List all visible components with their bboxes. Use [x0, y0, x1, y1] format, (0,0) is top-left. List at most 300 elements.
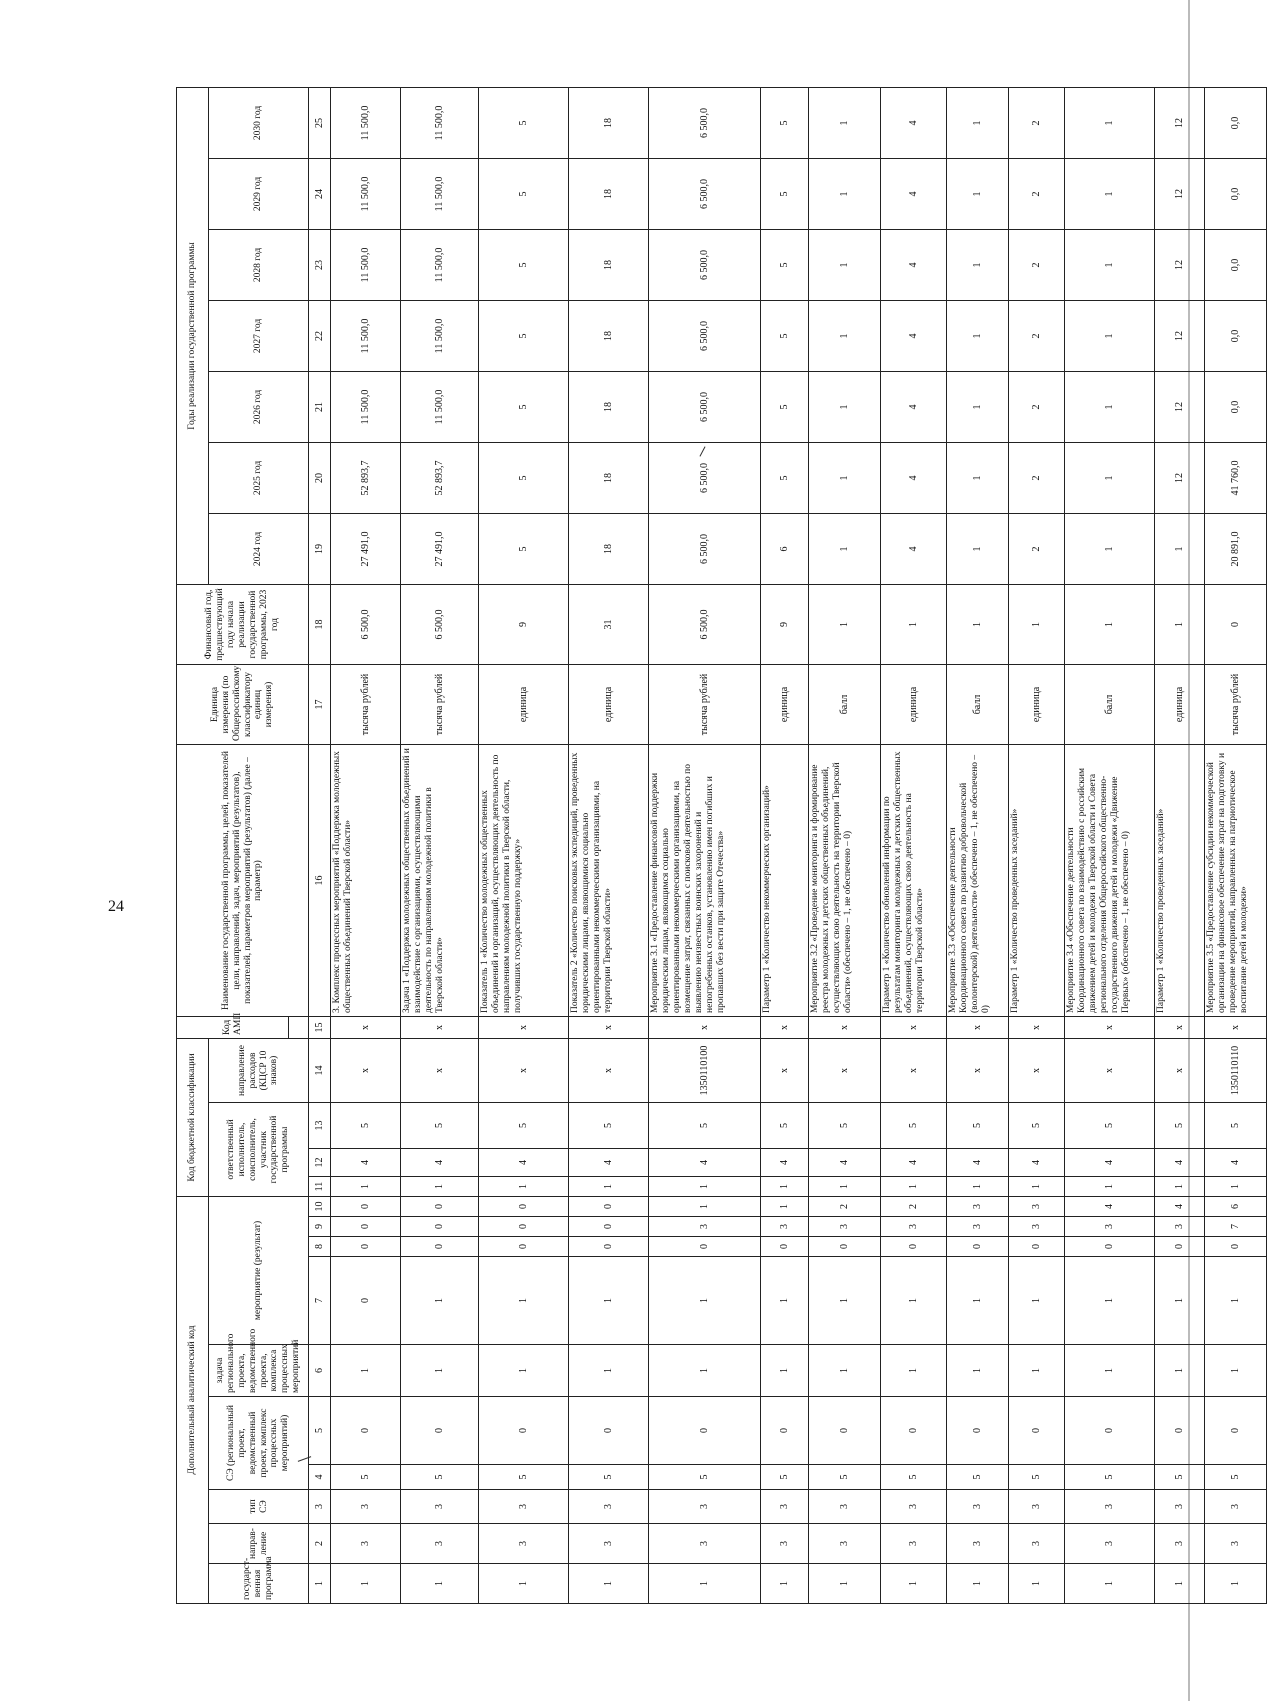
year-value-cell: 5: [479, 513, 569, 584]
year-value-cell: 1: [809, 87, 881, 158]
code-cell: 5: [947, 1103, 1009, 1149]
year-header-2028: 2028 год: [209, 229, 309, 300]
column-number: 17: [309, 664, 331, 744]
code-cell: 1: [881, 1564, 947, 1604]
code-cell: 1: [761, 1564, 809, 1604]
code-cell: 4: [881, 1149, 947, 1177]
code-cell: 4: [761, 1149, 809, 1177]
year-value-cell: 18: [569, 158, 649, 229]
code-cell: 0: [649, 1237, 761, 1257]
unit-cell: тысяча рублей: [331, 664, 401, 744]
unit-cell: тысяча рублей: [649, 664, 761, 744]
column-number: 4: [309, 1465, 331, 1490]
code-cell: 0: [479, 1397, 569, 1465]
kod-amp-subheader: [289, 1016, 309, 1038]
code-cell: 2: [809, 1197, 881, 1217]
code-cell: 1: [761, 1197, 809, 1217]
code-cell: x: [761, 1016, 809, 1038]
code-cell: 0: [761, 1397, 809, 1465]
row-name-cell: Задача 1 «Поддержка молодежных общественных объединений и взаимодействие с организациями, осуществляющими деятельность по направлениям молодежной политики в Тверской области»: [401, 744, 479, 1016]
code-cell: 6: [1205, 1197, 1267, 1217]
code-cell: 3: [569, 1524, 649, 1564]
code-cell: 1: [761, 1177, 809, 1197]
year-value-cell: 6 500,0: [649, 442, 761, 513]
code-cell: 0: [1205, 1237, 1267, 1257]
code-cell: 3: [947, 1197, 1009, 1217]
code-cell: 0: [401, 1397, 479, 1465]
code-cell: 3: [569, 1490, 649, 1524]
year-value-cell: 27 491,0: [331, 513, 401, 584]
code-cell: 0: [479, 1197, 569, 1217]
code-cell: 3: [649, 1217, 761, 1237]
code-cell: 4: [947, 1149, 1009, 1177]
code-cell: x: [1205, 1016, 1267, 1038]
year-value-cell: 1: [947, 158, 1009, 229]
fin-year-cell: 9: [479, 584, 569, 664]
code-cell: 1: [569, 1257, 649, 1345]
code-cell: 1350110110: [1205, 1038, 1267, 1102]
code-cell: 0: [401, 1237, 479, 1257]
column-number: 14: [309, 1038, 331, 1102]
code-cell: 1: [1009, 1257, 1065, 1345]
code-cell: x: [1009, 1038, 1065, 1102]
year-header-2024: 2024 год: [209, 513, 309, 584]
task-header: задача регионального проекта, ведомственного проекта, комплекса процессных мероприятий: [209, 1345, 309, 1397]
code-cell: 1: [479, 1345, 569, 1397]
fin-year-cell: 1: [809, 584, 881, 664]
code-cell: 0: [401, 1217, 479, 1237]
code-cell: 3: [1065, 1490, 1155, 1524]
code-cell: 3: [1205, 1490, 1267, 1524]
year-value-cell: 6 500,0: [649, 513, 761, 584]
year-value-cell: 1: [947, 442, 1009, 513]
code-cell: 1: [1065, 1177, 1155, 1197]
row-name-cell: Мероприятие 3.3 «Обеспечение деятельности Координационного совета по развитию добровольческой (волонтерской) деятельности» (обеспечено – 1, не обеспечено – 0): [947, 744, 1009, 1016]
code-cell: 0: [401, 1197, 479, 1217]
unit-cell: балл: [947, 664, 1009, 744]
code-cell: 3: [947, 1490, 1009, 1524]
code-cell: 3: [881, 1524, 947, 1564]
code-cell: 1: [331, 1564, 401, 1604]
year-value-cell: 2: [1009, 513, 1065, 584]
code-cell: 1: [1205, 1564, 1267, 1604]
code-cell: 5: [761, 1103, 809, 1149]
code-cell: 1: [1009, 1177, 1065, 1197]
code-cell: 1: [649, 1197, 761, 1217]
code-cell: 1: [761, 1257, 809, 1345]
year-value-cell: 52 893,7: [331, 442, 401, 513]
code-cell: 4: [1155, 1197, 1205, 1217]
code-cell: 5: [331, 1465, 401, 1490]
code-cell: 5: [761, 1465, 809, 1490]
fin-year-cell: 1: [1009, 584, 1065, 664]
year-value-cell: 1: [1065, 87, 1155, 158]
code-cell: 3: [401, 1524, 479, 1564]
code-cell: 5: [479, 1103, 569, 1149]
year-value-cell: 18: [569, 300, 649, 371]
column-number: 3: [309, 1490, 331, 1524]
column-number: 21: [309, 371, 331, 442]
unit-cell: единица: [569, 664, 649, 744]
year-value-cell: 5: [479, 300, 569, 371]
code-cell: 1: [947, 1257, 1009, 1345]
column-number: 13: [309, 1103, 331, 1149]
code-cell: x: [1009, 1016, 1065, 1038]
year-value-cell: 18: [569, 371, 649, 442]
code-cell: 1: [809, 1564, 881, 1604]
fin-year-cell: 1: [1155, 584, 1205, 664]
code-cell: 1: [1065, 1564, 1155, 1604]
code-cell: 3: [947, 1217, 1009, 1237]
code-cell: 3: [1065, 1217, 1155, 1237]
resp-header: ответственный исполнитель, соисполнитель, участник государственной программы: [209, 1103, 309, 1197]
column-number: 19: [309, 513, 331, 584]
code-cell: 3: [809, 1490, 881, 1524]
year-value-cell: 11 500,0: [401, 300, 479, 371]
code-cell: 3: [479, 1524, 569, 1564]
year-value-cell: 4: [881, 513, 947, 584]
code-cell: x: [947, 1038, 1009, 1102]
fin-year-cell: 6 500,0: [649, 584, 761, 664]
column-number: 22: [309, 300, 331, 371]
code-cell: 5: [809, 1465, 881, 1490]
code-cell: 3: [649, 1490, 761, 1524]
row-name-cell: Параметр 1 «Количество некоммерческих организаций»: [761, 744, 809, 1016]
code-cell: 1: [649, 1564, 761, 1604]
table-row: [1205, 87, 1267, 1603]
year-value-cell: 6 500,0: [649, 229, 761, 300]
code-cell: 1: [649, 1257, 761, 1345]
code-cell: x: [809, 1016, 881, 1038]
code-cell: 0: [1009, 1397, 1065, 1465]
code-cell: 1: [761, 1345, 809, 1397]
analytic-code-header: Дополнительный аналитический код: [177, 1197, 209, 1604]
code-cell: 1: [1155, 1564, 1205, 1604]
code-cell: 3: [1009, 1490, 1065, 1524]
year-value-cell: 12: [1155, 300, 1205, 371]
year-value-cell: 2: [1009, 87, 1065, 158]
code-cell: 5: [809, 1103, 881, 1149]
year-value-cell: 11 500,0: [401, 158, 479, 229]
year-value-cell: 18: [569, 442, 649, 513]
year-value-cell: 2: [1009, 158, 1065, 229]
year-value-cell: 2: [1009, 371, 1065, 442]
code-cell: x: [331, 1016, 401, 1038]
column-number: 23: [309, 229, 331, 300]
year-value-cell: 5: [761, 158, 809, 229]
year-value-cell: 41 760,0: [1205, 442, 1267, 513]
year-value-cell: 20 891,0: [1205, 513, 1267, 584]
column-number: 1: [309, 1564, 331, 1604]
code-cell: 4: [1065, 1149, 1155, 1177]
code-cell: 1: [809, 1177, 881, 1197]
code-cell: 1350110100: [649, 1038, 761, 1102]
year-value-cell: 12: [1155, 442, 1205, 513]
column-number-row: [309, 87, 331, 1603]
fin-year-column-header: Финансовый год, предшествующий году начала реализации государственной программы, 2023 год: [177, 584, 309, 664]
year-value-cell: 4: [881, 300, 947, 371]
fin-year-cell: 9: [761, 584, 809, 664]
se-header: СЭ (региональный проект, ведомственный проект, комплекс процессных мероприятий): [209, 1397, 309, 1490]
year-value-cell: 5: [761, 300, 809, 371]
year-header-2027: 2027 год: [209, 300, 309, 371]
year-value-cell: 1: [947, 513, 1009, 584]
row-name-cell: Мероприятие 3.2 «Проведение мониторинга и формирование реестра молодежных и детских общественных объединений, осуществляющих свою деятельность на территории Тверской области» (обеспечено – 1, не обеспечено – 0): [809, 744, 881, 1016]
year-value-cell: 11 500,0: [331, 371, 401, 442]
year-header-2030: 2030 год: [209, 87, 309, 158]
column-number: 18: [309, 584, 331, 664]
code-cell: 1: [809, 1345, 881, 1397]
code-cell: 5: [401, 1465, 479, 1490]
code-cell: 0: [881, 1397, 947, 1465]
year-value-cell: 1: [809, 229, 881, 300]
year-value-cell: 0,0: [1205, 158, 1267, 229]
column-number: 24: [309, 158, 331, 229]
year-value-cell: 12: [1155, 87, 1205, 158]
fin-year-cell: 1: [1065, 584, 1155, 664]
year-value-cell: 1: [1065, 229, 1155, 300]
code-cell: 4: [649, 1149, 761, 1177]
code-cell: 0: [331, 1397, 401, 1465]
fin-year-cell: 0: [1205, 584, 1267, 664]
year-value-cell: 4: [881, 442, 947, 513]
year-value-cell: 5: [479, 229, 569, 300]
code-cell: 0: [479, 1237, 569, 1257]
code-cell: 3: [761, 1490, 809, 1524]
code-cell: 0: [1065, 1237, 1155, 1257]
code-cell: 3: [1155, 1490, 1205, 1524]
code-cell: 1: [1009, 1345, 1065, 1397]
unit-cell: единица: [1009, 664, 1065, 744]
rotated-table-frame: [176, 105, 1249, 1604]
code-cell: 4: [1155, 1149, 1205, 1177]
code-cell: 1: [947, 1345, 1009, 1397]
year-value-cell: 1: [947, 87, 1009, 158]
table-row: [1065, 87, 1155, 1603]
code-cell: 4: [569, 1149, 649, 1177]
year-value-cell: 1: [1065, 371, 1155, 442]
year-value-cell: 1: [1155, 513, 1205, 584]
code-cell: 1: [569, 1177, 649, 1197]
code-cell: 5: [479, 1465, 569, 1490]
code-cell: 0: [1065, 1397, 1155, 1465]
year-value-cell: 5: [761, 442, 809, 513]
row-name-cell: Мероприятие 3.1 «Предоставление финансовой поддержки юридическим лицам, являющимся социально ориентированными некоммерческими организациями, на возмещение затрат, связанных с поисковой деятельностью по выявлению неизвестных воинских захоронений и непогребенных останков, установлению имен погибших и пропавших без вести при защите Отечества»: [649, 744, 761, 1016]
year-value-cell: 4: [881, 371, 947, 442]
code-cell: 3: [1009, 1524, 1065, 1564]
code-cell: x: [569, 1016, 649, 1038]
year-value-cell: 1: [1065, 158, 1155, 229]
code-cell: 1: [479, 1564, 569, 1604]
year-header-2025: 2025 год: [209, 442, 309, 513]
fin-year-cell: 1: [947, 584, 1009, 664]
year-header-2029: 2029 год: [209, 158, 309, 229]
year-value-cell: 1: [1065, 300, 1155, 371]
code-cell: 3: [649, 1524, 761, 1564]
code-cell: 5: [1155, 1465, 1205, 1490]
table-row: [1009, 87, 1065, 1603]
unit-cell: единица: [1155, 664, 1205, 744]
fin-year-cell: 6 500,0: [331, 584, 401, 664]
code-cell: 1: [401, 1177, 479, 1197]
column-number: 6: [309, 1345, 331, 1397]
year-value-cell: 1: [809, 442, 881, 513]
year-value-cell: 11 500,0: [331, 229, 401, 300]
year-value-cell: 12: [1155, 229, 1205, 300]
table-row: [649, 87, 761, 1603]
column-number: 25: [309, 87, 331, 158]
table-row: [809, 87, 881, 1603]
year-value-cell: 5: [761, 87, 809, 158]
year-value-cell: 5: [479, 158, 569, 229]
code-cell: 3: [1155, 1524, 1205, 1564]
code-cell: 0: [569, 1197, 649, 1217]
code-cell: 1: [1205, 1257, 1267, 1345]
code-cell: 0: [331, 1197, 401, 1217]
code-cell: 5: [1205, 1465, 1267, 1490]
code-cell: x: [881, 1038, 947, 1102]
table-row: [479, 87, 569, 1603]
code-cell: 0: [809, 1237, 881, 1257]
code-cell: 3: [881, 1217, 947, 1237]
code-cell: x: [401, 1016, 479, 1038]
year-value-cell: 5: [761, 229, 809, 300]
year-header-2026: 2026 год: [209, 371, 309, 442]
code-cell: x: [401, 1038, 479, 1102]
code-cell: 5: [1009, 1103, 1065, 1149]
code-cell: 0: [569, 1397, 649, 1465]
code-cell: 0: [1155, 1397, 1205, 1465]
code-cell: 0: [569, 1237, 649, 1257]
fin-year-cell: 1: [881, 584, 947, 664]
code-cell: 1: [569, 1564, 649, 1604]
column-number: 11: [309, 1177, 331, 1197]
unit-cell: тысяча рублей: [1205, 664, 1267, 744]
year-value-cell: 27 491,0: [401, 513, 479, 584]
column-number: 10: [309, 1197, 331, 1217]
code-cell: 3: [809, 1524, 881, 1564]
code-cell: 0: [809, 1397, 881, 1465]
unit-cell: единица: [479, 664, 569, 744]
code-cell: 0: [331, 1237, 401, 1257]
year-value-cell: 1: [809, 158, 881, 229]
table-row: [1155, 87, 1205, 1603]
code-cell: 3: [1205, 1524, 1267, 1564]
unit-cell: балл: [809, 664, 881, 744]
code-cell: 5: [331, 1103, 401, 1149]
year-value-cell: 6 500,0: [649, 300, 761, 371]
year-value-cell: 18: [569, 87, 649, 158]
code-cell: 5: [401, 1103, 479, 1149]
code-cell: 1: [401, 1564, 479, 1604]
column-number: 16: [309, 744, 331, 1016]
code-cell: 3: [947, 1524, 1009, 1564]
year-value-cell: 0,0: [1205, 87, 1267, 158]
year-value-cell: 18: [569, 229, 649, 300]
year-value-cell: 1: [947, 229, 1009, 300]
year-value-cell: 0,0: [1205, 371, 1267, 442]
code-cell: x: [479, 1016, 569, 1038]
code-cell: 4: [401, 1149, 479, 1177]
code-cell: 1: [947, 1177, 1009, 1197]
code-cell: x: [479, 1038, 569, 1102]
code-cell: 5: [1205, 1103, 1267, 1149]
table-row: [881, 87, 947, 1603]
code-cell: 4: [331, 1149, 401, 1177]
year-value-cell: 1: [1065, 442, 1155, 513]
code-cell: 1: [479, 1257, 569, 1345]
code-cell: 0: [479, 1217, 569, 1237]
code-cell: x: [761, 1038, 809, 1102]
code-cell: 1: [881, 1177, 947, 1197]
code-cell: x: [947, 1016, 1009, 1038]
code-cell: x: [881, 1016, 947, 1038]
table-row: [401, 87, 479, 1603]
year-value-cell: 11 500,0: [401, 371, 479, 442]
code-cell: 3: [1065, 1524, 1155, 1564]
code-cell: 1: [1065, 1257, 1155, 1345]
code-cell: 1: [331, 1177, 401, 1197]
code-cell: 0: [1009, 1237, 1065, 1257]
code-cell: 4: [1205, 1149, 1267, 1177]
code-cell: 0: [1205, 1397, 1267, 1465]
row-name-cell: Мероприятие 3.5 «Предоставление субсидии некоммерческой организации на финансовое обеспечение затрат на подготовку и проведение мероприятий, направленных на патриотическое воспитание детей и молодежи»: [1205, 744, 1267, 1016]
year-value-cell: 12: [1155, 371, 1205, 442]
year-value-cell: 52 893,7: [401, 442, 479, 513]
code-cell: x: [809, 1038, 881, 1102]
code-cell: x: [1155, 1016, 1205, 1038]
code-cell: 5: [1065, 1103, 1155, 1149]
year-value-cell: 6 500,0: [649, 87, 761, 158]
code-cell: 1: [881, 1257, 947, 1345]
year-value-cell: 1: [947, 300, 1009, 371]
code-cell: 0: [569, 1217, 649, 1237]
code-cell: 0: [331, 1257, 401, 1345]
column-number: 15: [309, 1016, 331, 1038]
code-cell: 5: [649, 1103, 761, 1149]
code-cell: 0: [649, 1397, 761, 1465]
year-value-cell: 6 500,0: [649, 371, 761, 442]
year-value-cell: 6: [761, 513, 809, 584]
table-row: [331, 87, 401, 1603]
code-cell: 0: [1155, 1237, 1205, 1257]
code-cell: 0: [331, 1217, 401, 1237]
unit-cell: единица: [761, 664, 809, 744]
year-value-cell: 18: [569, 513, 649, 584]
row-name-cell: Параметр 1 «Количество обновлений информации по результатам мониторинга молодежных и детских общественных объединений, осуществляющих свою деятельность на территории Тверской области»: [881, 744, 947, 1016]
years-group-header: Годы реализации государственной программы: [177, 87, 209, 584]
code-cell: 1: [1155, 1345, 1205, 1397]
year-value-cell: 4: [881, 229, 947, 300]
year-value-cell: 1: [1065, 513, 1155, 584]
column-number: 20: [309, 442, 331, 513]
code-cell: 3: [761, 1217, 809, 1237]
code-cell: 1: [947, 1564, 1009, 1604]
code-cell: 1: [401, 1257, 479, 1345]
row-name-cell: Показатель 2 «Количество поисковых экспедиций, проведенных юридическими лицами, являющимися социально ориентированными некоммерческими организациями, на территории Тверской области»: [569, 744, 649, 1016]
code-cell: 3: [331, 1524, 401, 1564]
year-value-cell: 11 500,0: [331, 300, 401, 371]
year-value-cell: 2: [1009, 229, 1065, 300]
code-cell: 1: [331, 1345, 401, 1397]
event-header: мероприятие (результат): [209, 1197, 309, 1345]
code-cell: 3: [809, 1217, 881, 1237]
code-cell: 1: [1205, 1177, 1267, 1197]
year-value-cell: 5: [479, 442, 569, 513]
code-cell: 3: [761, 1524, 809, 1564]
code-cell: 3: [1009, 1217, 1065, 1237]
column-number: 5: [309, 1397, 331, 1465]
